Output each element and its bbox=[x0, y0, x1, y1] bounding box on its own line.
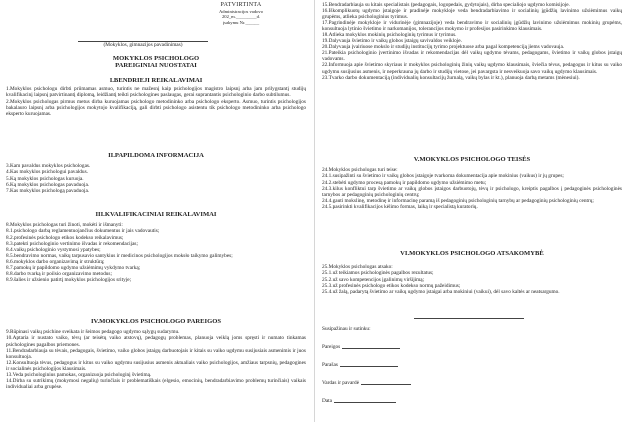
end-line bbox=[414, 318, 524, 319]
list-item: 4.Kas mokyklos psichologui pavaldus. bbox=[6, 169, 88, 176]
list-item: 24.2.stebėti ugdymo procesą pamokų ir papildomo ugdymo užsiėmimo metu; bbox=[322, 179, 487, 186]
section-responsibility bbox=[322, 250, 622, 295]
section-additional-heading: II.PAPILDOMA INFORMACIJA bbox=[108, 152, 204, 159]
signature-line bbox=[342, 348, 400, 349]
list-item: 8.9.šalies ir užsienio patirtį mokyklos psichologijos srityje; bbox=[6, 276, 132, 283]
end-line-rule bbox=[414, 318, 524, 319]
school-name-field bbox=[78, 38, 208, 48]
page-gutter bbox=[314, 0, 315, 422]
section-additional bbox=[6, 152, 306, 194]
section-rights-heading: V.MOKYKLOS PSICHOLOGO TEISĖS bbox=[413, 156, 531, 163]
section-general-p2: 2.Mokyklos psichologas pirmus metus dirba kuruojamas psichologo metodininko arba psichologo eksperto. Asmuo, turintis psichologijos bakalauro laipsnį arba psichologijos mokytojo kvalifikaciją, gali dirbti psichologo asistentu tik psichologo metodininko arba psichologo eksperto kuruojamas. bbox=[6, 98, 306, 117]
list-item: 6.Ką mokyklos psichologas pavaduoja. bbox=[6, 181, 90, 188]
list-item: 8.4.vaikų psichologinio vystymosi ypatybes; bbox=[6, 246, 101, 253]
school-name-caption: (Mokyklos, gimnazijos pavadinimas) bbox=[103, 42, 183, 48]
section-rights-intro: 24.Mokyklos psichologas turi teise: bbox=[322, 167, 398, 174]
list-item: 12.Konsultuoja tėvus, pedagogus ir kitus su vaiko ugdymu susijusius asmenis aktualiais vaiko psichologijos, amžiaus tarpsnių, pedagogines ir socialinės psichologijos klausimais. bbox=[6, 359, 306, 372]
document-page-right bbox=[322, 0, 622, 422]
list-item: 25.1.už teikiamos psichologinės pagalbos rezultatus; bbox=[322, 270, 434, 277]
list-item: 8.1.psichologo darbą reglamentuojančius dokumentus ir jais vadovautis; bbox=[6, 228, 160, 235]
list-item: 25.3.už profesinės psichologo etikos kodekso normų pažeidimus; bbox=[322, 282, 461, 289]
list-item: 14.Dirba su sutrikimų (mokymosi negalių) turinčiais ir problematiškais (elgesio, emocinių, bendradarbiavimo problemų turinčiais) vaikais individualiai arba grupėse. bbox=[6, 377, 306, 390]
list-item: 24.4.gauti mokslinę, metodinę ir informacinę paramą iš pedagoginių psichologinių tarnybų ar pedagoginių psichologinių centrų; bbox=[322, 197, 594, 204]
list-item: 3.Kam pavaldus mokyklos psichologas. bbox=[6, 163, 91, 170]
section-duties-continued bbox=[322, 2, 622, 81]
signature-line bbox=[340, 366, 398, 367]
section-general-heading: I.BENDRIEJI REIKALAVIMAI bbox=[109, 77, 203, 84]
list-item: 10.Aptaria ir nustato vaiko, tėvų (ar teisėtų vaiko atstovų), pedagogų problemas, planuoja veiklą joms spręsti ir numato tinkamas psichologines pagalbos priemones. bbox=[6, 335, 306, 348]
doc-title-line-2: PAREIGINIAI NUOSTATAI bbox=[115, 62, 197, 70]
list-item: 23.Tvarko darbo dokumentaciją (individualių konsultacijų žurnalą, vaikų bylas ir kt.), planuoja darbą metams (mėnesiui). bbox=[322, 74, 580, 81]
list-item: 25.4.už žalą, padarytą švietimo ar vaikų ugdymo įstaigai arba mokiniui (vaikui), dėl savo kaltės ar neatsargumo. bbox=[322, 288, 560, 295]
list-item: 8.2.profesinės psichologo etikos kodekso reikalavimus; bbox=[6, 234, 124, 241]
signature-label: Parašas bbox=[322, 362, 338, 369]
list-item: 5.Ką mokyklos psichologas kuruoja. bbox=[6, 175, 84, 182]
approval-line-3: įsakymu Nr.______ bbox=[222, 19, 260, 25]
list-item: 8.3.patekti psichologinio vertinimo išvadas ir rekomendacijas; bbox=[6, 240, 138, 247]
list-item: 18.Atlieka mokyklos mokinių psichologinių tyrimus ir tyrimus. bbox=[322, 32, 457, 39]
list-item: 19.Dalyvauja švietimo ir vaikų globos įstaigų savivaldos veikloje. bbox=[322, 38, 462, 45]
list-item: 8.6.mokyklos darbo organizavimą ir struktūrą; bbox=[6, 258, 105, 265]
list-item: 25.2.už savo kompetencijos įgalinimų viršijimą; bbox=[322, 276, 425, 283]
approval-block bbox=[206, 2, 276, 25]
doc-title-line-1: MOKYKLOS PSICHOLOGO bbox=[112, 55, 200, 62]
list-item: 24.5.pasirinkti kvalifikacijos kėlimo formas, laiką ir specialistą kuratorių. bbox=[322, 203, 478, 210]
signature-label: Vardas ir pavardė bbox=[322, 380, 360, 387]
list-item: 20.Dalyvauja įvairiuose mokslo ir studijų institucijų tyrimo projektuose arba pagal kompetenciją jiems vadovauja. bbox=[322, 44, 565, 51]
list-item: 13.Veda psichologinius pamokas, organizuoja psichologinį švietimą. bbox=[6, 371, 152, 378]
section-duties bbox=[6, 318, 306, 390]
list-item: 8.7.pamokų ir papildomo ugdymo užsiėmimų vykdymo tvarką; bbox=[6, 264, 141, 271]
document-page-left bbox=[6, 0, 306, 422]
signature-row bbox=[322, 380, 622, 386]
list-item: 24.3.kilus konfliktui tarp švietimo ar vaikų globos įstaigos darbuotojų, tėvų ir psichologo, kreiptis pagalbos į pedagoginės psichologinės tarnybos ar pedagoginių psichologinių centrų; bbox=[322, 185, 622, 198]
list-item: 17.Pagrindinėje mokykloje ir vidurinėje (gimnazijoje) veda bendravimo ir socialinių įgūdžių lavinimo užsiėmimus mokinių grupėms, konsultuoja lytinio švietimo ir narkomanijos, tolerancijos mokymo ir profesijos pasirinkimo klausimais. bbox=[322, 20, 622, 33]
signature-line bbox=[334, 402, 396, 403]
section-qualification-heading: III.KVALIFIKACINIAI REIKALAVIMAI bbox=[95, 211, 217, 218]
approval-title: PATVIRTINTA bbox=[220, 2, 262, 8]
signature-label: Pareigos bbox=[322, 344, 341, 351]
list-item: 8.8.darbo tvarką ir poilsio organizavimo metodus; bbox=[6, 270, 112, 277]
section-general bbox=[6, 77, 306, 117]
section-qualification bbox=[6, 211, 306, 283]
list-item: 11.Bendradarbiauja su tėvais, pedagogais, švietimo, vaiko globos įstaigų darbuotojais ir kitais su vaiko ugdymu susijusiais asmenimis ir juos konsultuoja. bbox=[6, 347, 306, 360]
section-qualification-intro: 8.Mokyklos psichologas turi žinoti, mokėti ir išmanyti: bbox=[6, 222, 123, 229]
section-general-p1: 1.Mokyklos psichologu dirbti priimamas asmuo, turintis ne mažesnį kaip psichologijos magistro laipsnį arba jam prilygstantį studijų kvalifikacinį laipsnį patvirtinantį diplomą, leidžiantį teikti psichologines paslaugas, gerai suprantantis psichologinio darbo subtilumus. bbox=[6, 86, 306, 99]
list-item: 7.Kas mokyklos psichologą pavaduoja. bbox=[6, 187, 90, 194]
section-responsibility-heading: VI.MOKYKLOS PSICHOLOGO ATSAKOMYBĖ bbox=[400, 250, 544, 257]
signature-block bbox=[322, 326, 622, 404]
list-item: 15.Bendradarbiauja su kitais specialistais (pedagogais, logopedais, gydytojais), dirba specialiojo ugdymo komisijoje. bbox=[322, 2, 570, 8]
document-title bbox=[6, 55, 306, 70]
section-rights bbox=[322, 156, 622, 210]
list-item: 21.Pateikia psichologinio įvertinimo išvadas ir rekomendacijas dėl vaikų ugdymo tėvams, pedagogams, švietimo ir vaikų globos įstaigų vadovams. bbox=[322, 50, 622, 63]
list-item: 9.Rūpinasi vaikų psichine sveikata ir šeimos pedagogo ugdymo sąlygų sudarymu. bbox=[6, 329, 180, 336]
list-item: 24.1.susipažinti su švietimo ir vaikų globos įstaigoje tvarkoma dokumentacija apie mokinius (vaikus) ir jų grupes; bbox=[322, 173, 564, 180]
signature-row bbox=[322, 398, 622, 404]
approval-line-1: Administracijos vadovo bbox=[218, 9, 264, 14]
signature-row bbox=[322, 362, 622, 368]
list-item: 8.5.bendravimo normas, vaikų tarpusavio santykius ir medicinos psichologijos moksło taikymo galimybes; bbox=[6, 252, 233, 259]
section-duties-heading: IV.MOKYKLOS PSICHOLOGO PAREIGOS bbox=[90, 318, 221, 325]
list-item: 22.Informuoja apie švietimo skyriaus ir mokyklos psichologinių žinių vaikų ugdymo klausimais, šviečia tėvus, pedagogus ir kitus su vaiko ugdymu susijusius asmenis, ir neperkrauna jų darbo ir studijų vietose, jei pavargsta ir nesveikuoja savo vaikų ugdymo klausimais. bbox=[322, 62, 622, 75]
signature-row bbox=[322, 344, 622, 350]
signature-label: Data bbox=[322, 398, 332, 405]
signature-line bbox=[361, 384, 411, 385]
signature-intro: Susipažinau ir sutinku: bbox=[322, 326, 371, 332]
section-responsibility-intro: 25.Mokyklos psichologas atsako: bbox=[322, 264, 393, 271]
approval-line-2: 202_m._________d. bbox=[221, 14, 261, 20]
list-item: 16.Iškomplikuotų ugdymo įstaigoje ir pradinėje mokykloje veda bendradarbiavimo ir socialinių įgūdžių lavinimo užsiėmimus vaikų grupėms, atlieka psichologinius tyrimus. bbox=[322, 8, 622, 21]
